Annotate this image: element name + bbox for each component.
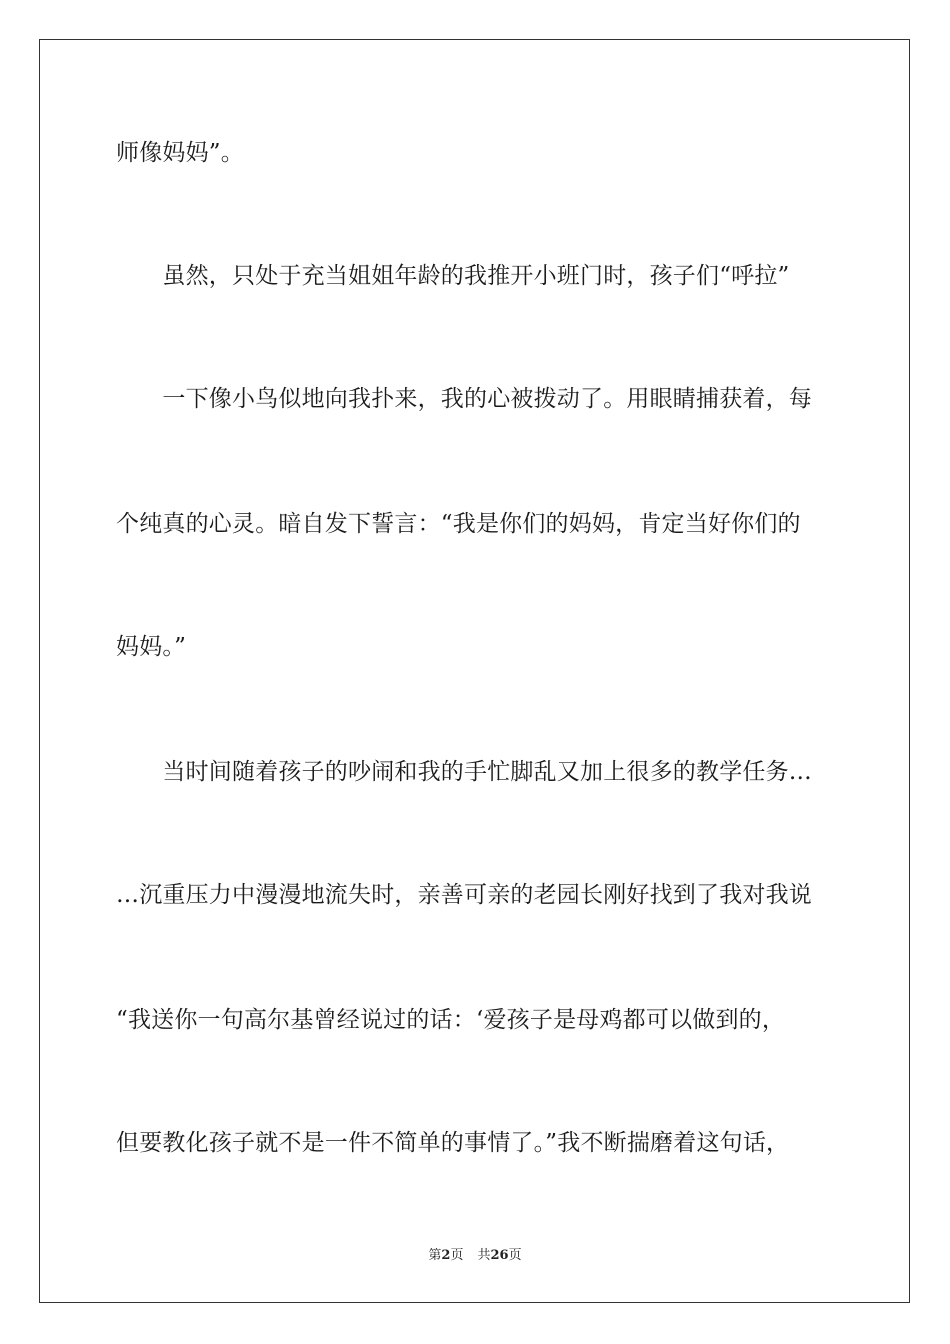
text-line: “我送你一句高尔基曾经说过的话：‘爱孩子是母鸡都可以做到的，	[116, 1007, 786, 1033]
page-border	[39, 39, 910, 1303]
page-suffix: 页	[450, 1248, 464, 1263]
text-line: 虽然，只处于充当姐姐年龄的我推开小班门时，孩子们“呼拉”	[116, 263, 790, 289]
page-prefix: 第	[428, 1248, 442, 1263]
text-line: 但要教化孩子就不是一件不简单的事情了。”我不断揣磨着这句话，	[116, 1130, 790, 1156]
text-line: 一下像小鸟似地向我扑来，我的心被拨动了。用眼睛捕获着，每	[116, 386, 812, 412]
text-line: 妈妈。”	[116, 634, 187, 660]
total-prefix: 共	[477, 1248, 491, 1263]
total-pages: 26	[490, 1248, 509, 1263]
text-line: 个纯真的心灵。暗自发下誓言：“我是你们的妈妈，肯定当好你们的	[116, 511, 801, 537]
total-suffix: 页	[508, 1248, 522, 1263]
text-line: …沉重压力中漫漫地流失时，亲善可亲的老园长刚好找到了我对我说	[116, 882, 812, 908]
page-number: 2	[441, 1248, 451, 1263]
text-line: 师像妈妈”。	[116, 140, 244, 166]
text-line: 当时间随着孩子的吵闹和我的手忙脚乱又加上很多的教学任务…	[116, 759, 812, 785]
page-footer	[0, 1247, 950, 1265]
